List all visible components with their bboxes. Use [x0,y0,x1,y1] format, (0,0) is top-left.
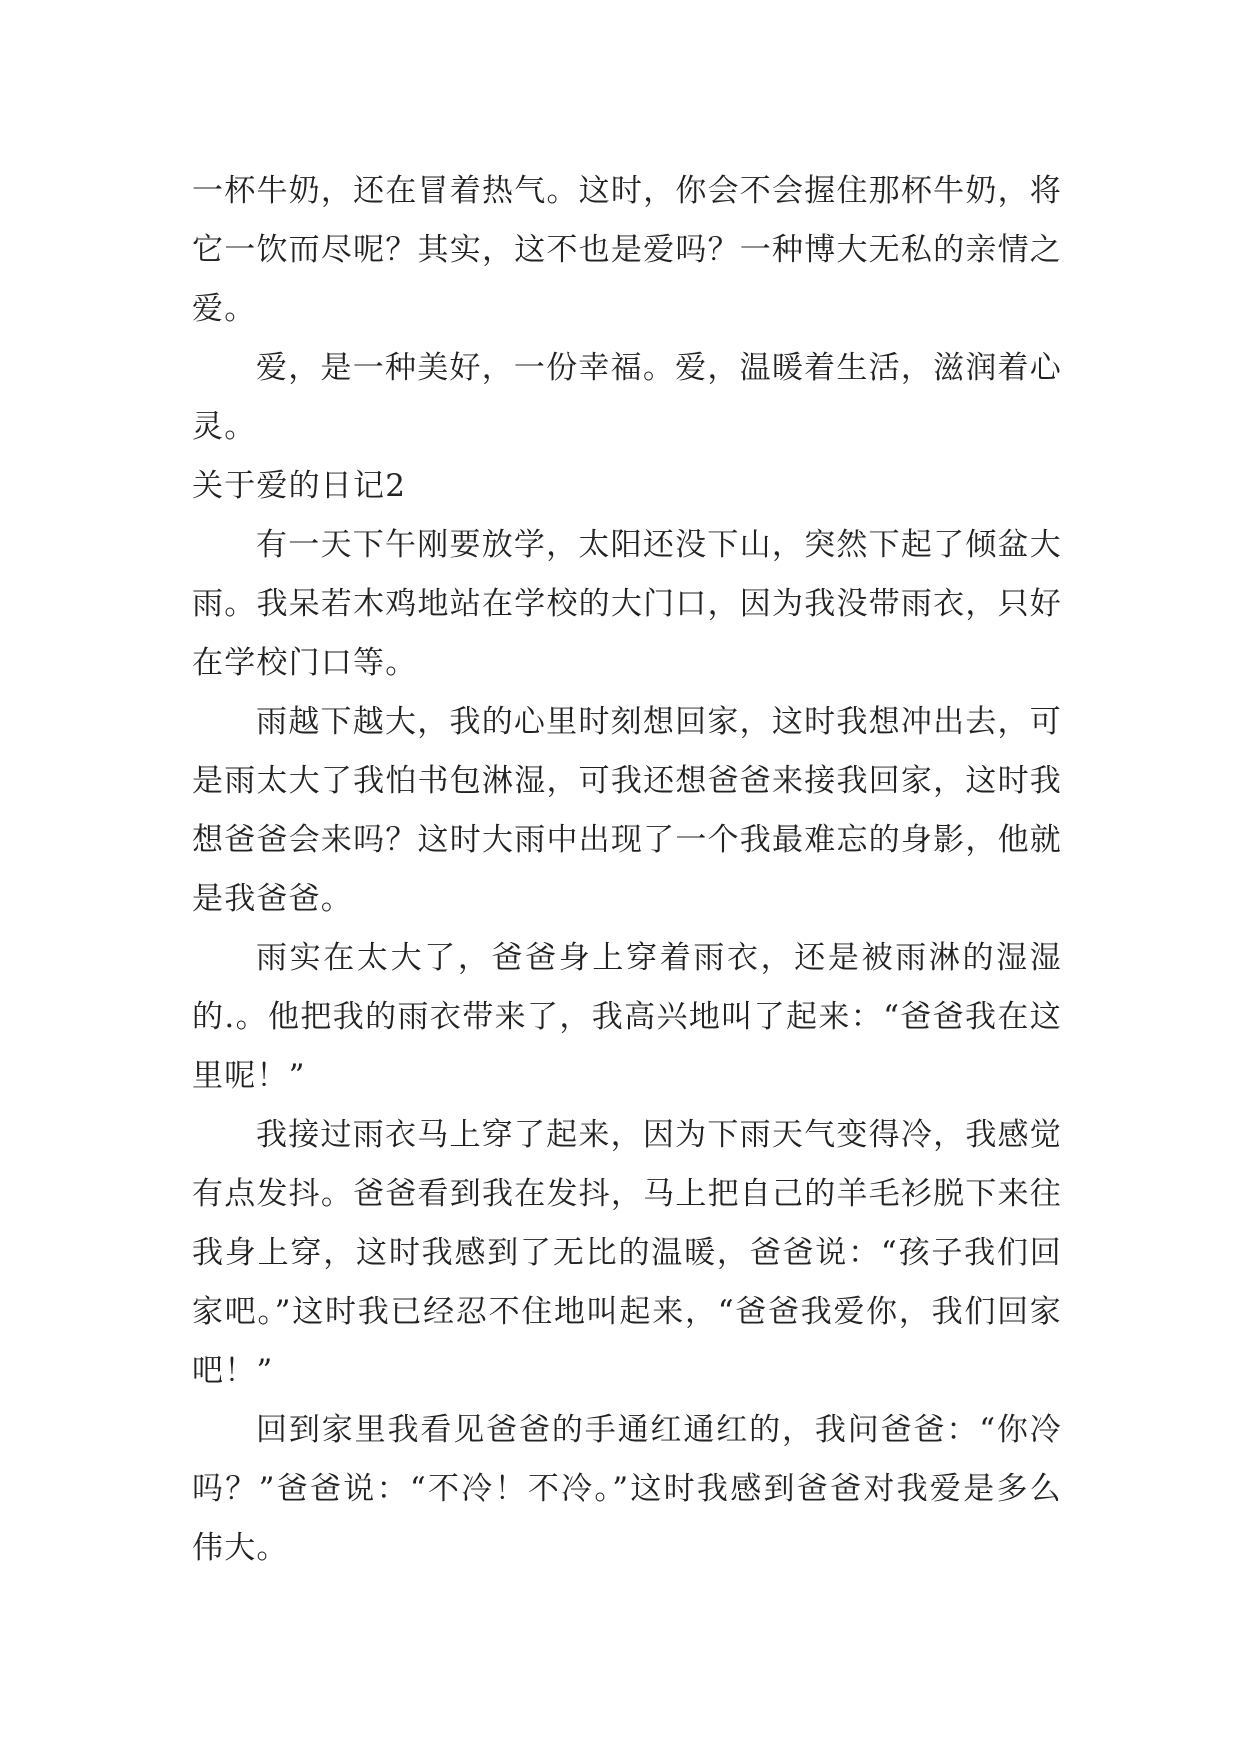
paragraph-3: 有一天下午刚要放学，太阳还没下山，突然下起了倾盆大雨。我呆若木鸡地站在学校的大门口，因为我没带雨衣，只好在学校门口等。 [192,527,1062,681]
paragraph-7: 回到家里我看见爸爸的手通红通红的，我问爸爸：“你冷吗？”爸爸说：“不冷！不冷。”这时我感到爸爸对我爱是多么伟大。 [192,1412,1062,1566]
document-page [192,162,1062,1578]
section-heading: 关于爱的日记2 [192,468,407,504]
paragraph-4: 雨越下越大，我的心里时刻想回家，这时我想冲出去，可是雨太大了我怕书包淋湿，可我还想爸爸来接我回家，这时我想爸爸会来吗？这时大雨中出现了一个我最难忘的身影，他就是我爸爸。 [192,704,1062,917]
paragraph-1: 一杯牛奶，还在冒着热气。这时，你会不会握住那杯牛奶，将它一饮而尽呢？其实，这不也是爱吗？一种博大无私的亲情之爱。 [192,173,1062,327]
paragraph-2: 爱，是一种美好，一份幸福。爱，温暖着生活，滋润着心灵。 [192,350,1062,445]
paragraph-6: 我接过雨衣马上穿了起来，因为下雨天气变得冷，我感觉有点发抖。爸爸看到我在发抖，马上把自己的羊毛衫脱下来往我身上穿，这时我感到了无比的温暖，爸爸说：“孩子我们回家吧。”这时我已经忍不住地叫起来，“爸爸我爱你，我们回家吧！” [192,1117,1062,1389]
paragraph-5: 雨实在太大了，爸爸身上穿着雨衣，还是被雨淋的湿湿的.。他把我的雨衣带来了，我高兴地叫了起来：“爸爸我在这里呢！” [192,940,1062,1094]
